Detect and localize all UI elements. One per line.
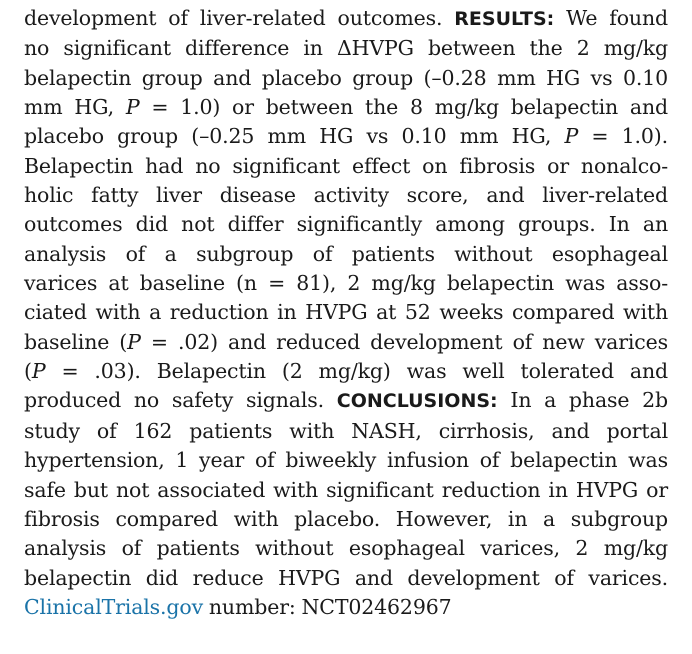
abstract-body: [24, 4, 668, 622]
abstract-line: [24, 122, 668, 151]
abstract-line: [24, 269, 668, 298]
section-label: RESULTS:: [454, 8, 555, 30]
abstract-text: Belapectin had no significant effect on fibrosis or nonalco-: [24, 153, 668, 178]
section-label: CONCLUSIONS:: [336, 390, 498, 413]
abstract-text: analysis of patients without esophageal varices, 2 mg/kg: [24, 536, 668, 561]
abstract-text: varices at baseline (n = 81), 2 mg/kg belapectin was asso-: [24, 271, 668, 296]
abstract-line: [24, 240, 668, 269]
clinicaltrials-link[interactable]: ClinicalTrials.gov: [24, 594, 204, 619]
abstract-text: hypertension, 1 year of biweekly infusion of belapectin was: [24, 448, 668, 473]
abstract-text: ciated with a reduction in HVPG at 52 weeks compared with: [24, 300, 668, 325]
abstract-line: [24, 298, 668, 327]
abstract-line: [24, 505, 668, 534]
abstract-text: In a phase 2b: [497, 388, 668, 413]
abstract-text: holic fatty liver disease activity score, and liver-related: [24, 183, 668, 208]
abstract-text: baseline (: [24, 329, 128, 354]
abstract-text: belapectin did reduce HVPG and development of varices.: [24, 565, 668, 590]
abstract-line: [24, 93, 668, 122]
abstract-text: analysis of a subgroup of patients without esophageal: [24, 241, 668, 266]
p-value-symbol: P: [31, 359, 46, 384]
abstract-text: We found: [554, 6, 668, 30]
abstract-text: belapectin group and placebo group (–0.28 mm HG vs 0.10: [24, 65, 668, 90]
abstract-text: = .02) and reduced development of new varices: [140, 329, 668, 354]
abstract-text: produced no safety signals.: [24, 388, 337, 413]
abstract-line: [24, 534, 668, 563]
p-value-symbol: P: [564, 124, 579, 149]
abstract-text: = 1.0) or between the 8 mg/kg belapectin and: [139, 95, 668, 120]
abstract-line: [24, 181, 668, 210]
abstract-line: [24, 417, 668, 446]
abstract-text: mm HG,: [24, 95, 126, 120]
abstract-line: [24, 357, 668, 386]
abstract-line: [24, 210, 668, 239]
abstract-line: [24, 4, 668, 34]
abstract-text: = 1.0).: [578, 124, 668, 149]
abstract-line: [24, 34, 668, 63]
p-value-symbol: P: [127, 329, 141, 354]
p-value-symbol: P: [125, 95, 140, 120]
abstract-line: [24, 446, 668, 475]
abstract-text: development of liver-related outcomes.: [24, 6, 455, 30]
abstract-text: (: [24, 359, 32, 384]
abstract-line: [24, 386, 668, 416]
abstract-text: number: NCT02462967: [203, 594, 452, 619]
abstract-line: [24, 476, 668, 505]
abstract-text: outcomes did not differ significantly among groups. In an: [24, 212, 668, 237]
abstract-line: [24, 564, 668, 593]
abstract-text: = .03). Belapectin (2 mg/kg) was well tolerated and: [45, 359, 668, 384]
abstract-text: safe but not associated with significant reduction in HVPG or: [24, 477, 668, 502]
abstract-text: placebo group (–0.25 mm HG vs 0.10 mm HG,: [24, 124, 565, 149]
abstract-text: study of 162 patients with NASH, cirrhosis, and portal: [24, 418, 668, 443]
abstract-text: fibrosis compared with placebo. However, in a subgroup: [24, 506, 668, 531]
abstract-line: [24, 152, 668, 181]
abstract-line: [24, 593, 668, 622]
abstract-line: [24, 64, 668, 93]
abstract-line: [24, 328, 668, 357]
abstract-text: no significant difference in ΔHVPG between the 2 mg/kg: [24, 36, 668, 61]
